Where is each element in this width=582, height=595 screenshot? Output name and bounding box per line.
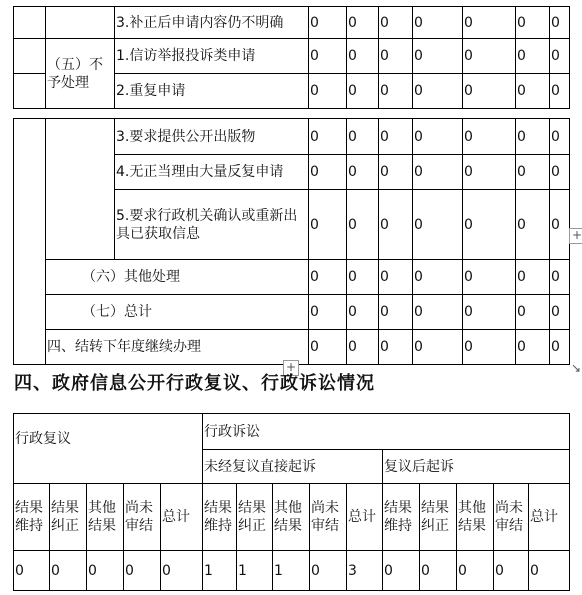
column-header: 总计 [161,484,203,551]
value-cell: 0 [463,295,516,330]
value-cell: 0 [309,39,347,74]
value-cell: 0 [309,155,347,190]
value-cell: 0 [309,260,347,295]
value-cell: 0 [463,155,516,190]
value-cell: 0 [379,39,413,74]
value-cell: 0 [309,7,347,39]
value-cell: 0 [413,74,463,109]
item-label: 4.无正当理由大量反复申请 [115,155,309,190]
value-cell: 0 [413,155,463,190]
value-cell: 0 [413,39,463,74]
value-cell: 0 [550,74,570,109]
outer-blank-cell [14,74,46,109]
add-row-handle[interactable]: + [283,360,299,376]
value-cell: 0 [550,155,570,190]
value-cell: 0 [347,295,379,330]
total-label: （七）总计 [46,295,309,330]
value-cell: 0 [516,295,550,330]
value-cell: 0 [379,260,413,295]
value-cell: 0 [347,330,379,365]
value-cell: 1 [237,551,273,591]
stats-table-part2 [13,118,570,365]
value-cell: 0 [550,119,570,155]
value-cell: 0 [413,190,463,260]
value-cell: 0 [550,190,570,260]
value-cell: 0 [347,190,379,260]
value-cell: 0 [309,295,347,330]
column-header: 结果纠正 [420,484,457,551]
value-cell: 0 [379,155,413,190]
value-cell: 0 [550,7,570,39]
column-header: 其他结果 [273,484,310,551]
value-cell: 0 [413,295,463,330]
value-cell: 0 [309,74,347,109]
column-header: 总计 [529,484,570,551]
value-cell: 0 [50,551,87,591]
value-cell: 0 [309,330,347,365]
value-cell: 0 [516,7,550,39]
value-cell: 0 [463,74,516,109]
value-cell: 0 [347,39,379,74]
value-cell: 0 [463,260,516,295]
value-cell: 0 [550,295,570,330]
value-cell: 0 [310,551,347,591]
item-label: 3.要求提供公开出版物 [115,119,309,155]
column-header: 尚未审结 [494,484,529,551]
admin-litigation-header: 行政诉讼 [203,414,570,450]
value-cell: 0 [379,7,413,39]
value-cell: 0 [383,551,420,591]
table-row [14,260,570,295]
subcategory-cell [46,119,115,260]
outer-blank-cell [14,39,46,74]
value-cell: 0 [457,551,494,591]
value-cell: 0 [550,330,570,365]
value-cell: 0 [529,551,570,591]
value-cell: 0 [516,260,550,295]
table-row [14,7,570,39]
value-cell: 0 [463,190,516,260]
table-row [14,551,570,591]
value-cell: 0 [550,39,570,74]
value-cell: 0 [463,39,516,74]
column-header: 结果纠正 [237,484,273,551]
value-cell: 0 [347,74,379,109]
value-cell: 0 [463,7,516,39]
table-row [14,414,570,450]
value-cell: 0 [516,155,550,190]
value-cell: 0 [494,551,529,591]
value-cell: 0 [516,119,550,155]
value-cell: 0 [309,119,347,155]
value-cell: 0 [379,295,413,330]
after-review-header: 复议后起诉 [383,450,570,484]
value-cell: 0 [516,330,550,365]
value-cell: 0 [14,551,50,591]
column-header: 其他结果 [457,484,494,551]
value-cell: 1 [203,551,237,591]
section-title: 四、政府信息公开行政复议、行政诉讼情况 [14,373,375,394]
value-cell: 0 [379,330,413,365]
add-column-handle[interactable]: + [569,228,582,244]
item-label: 5.要求行政机关确认或重新出具已获取信息 [115,190,309,260]
table-row [14,295,570,330]
column-header: 结果维持 [203,484,237,551]
value-cell: 0 [463,119,516,155]
subcategory-label: （五）不予处理 [46,39,115,109]
column-header: 结果维持 [14,484,50,551]
value-cell: 3 [347,551,383,591]
column-header: 结果维持 [383,484,420,551]
value-cell: 0 [413,119,463,155]
resize-table-handle[interactable]: ↘ [570,361,582,375]
item-label: 1.信访举报投诉类申请 [115,39,309,74]
direct-suit-header: 未经复议直接起诉 [203,450,383,484]
value-cell: 0 [550,260,570,295]
table-row [14,39,570,74]
value-cell: 0 [413,330,463,365]
value-cell: 0 [516,190,550,260]
value-cell: 0 [413,7,463,39]
value-cell: 1 [273,551,310,591]
carry-over-label: 四、结转下年度继续办理 [46,330,309,365]
subcategory-cell [46,7,115,39]
value-cell: 0 [347,119,379,155]
outer-blank-cell [14,7,46,39]
value-cell: 0 [347,7,379,39]
value-cell: 0 [309,190,347,260]
value-cell: 0 [161,551,203,591]
value-cell: 0 [516,39,550,74]
column-header: 尚未审结 [124,484,161,551]
value-cell: 0 [379,119,413,155]
value-cell: 0 [87,551,124,591]
admin-review-header: 行政复议 [14,414,203,484]
column-header: 总计 [347,484,383,551]
review-litigation-table [13,413,570,591]
item-label: 3.补正后申请内容仍不明确 [115,7,309,39]
item-label: 2.重复申请 [115,74,309,109]
outer-blank-cell [14,119,46,365]
value-cell: 0 [379,190,413,260]
value-cell: 0 [420,551,457,591]
column-header: 结果纠正 [50,484,87,551]
value-cell: 0 [347,155,379,190]
other-processing-label: （六）其他处理 [46,260,309,295]
value-cell: 0 [516,74,550,109]
value-cell: 0 [379,74,413,109]
column-header: 其他结果 [87,484,124,551]
stats-table-part1 [13,6,570,109]
column-header: 尚未审结 [310,484,347,551]
value-cell: 0 [124,551,161,591]
value-cell: 0 [463,330,516,365]
value-cell: 0 [347,260,379,295]
table-row [14,119,570,155]
value-cell: 0 [413,260,463,295]
table-row [14,484,570,551]
